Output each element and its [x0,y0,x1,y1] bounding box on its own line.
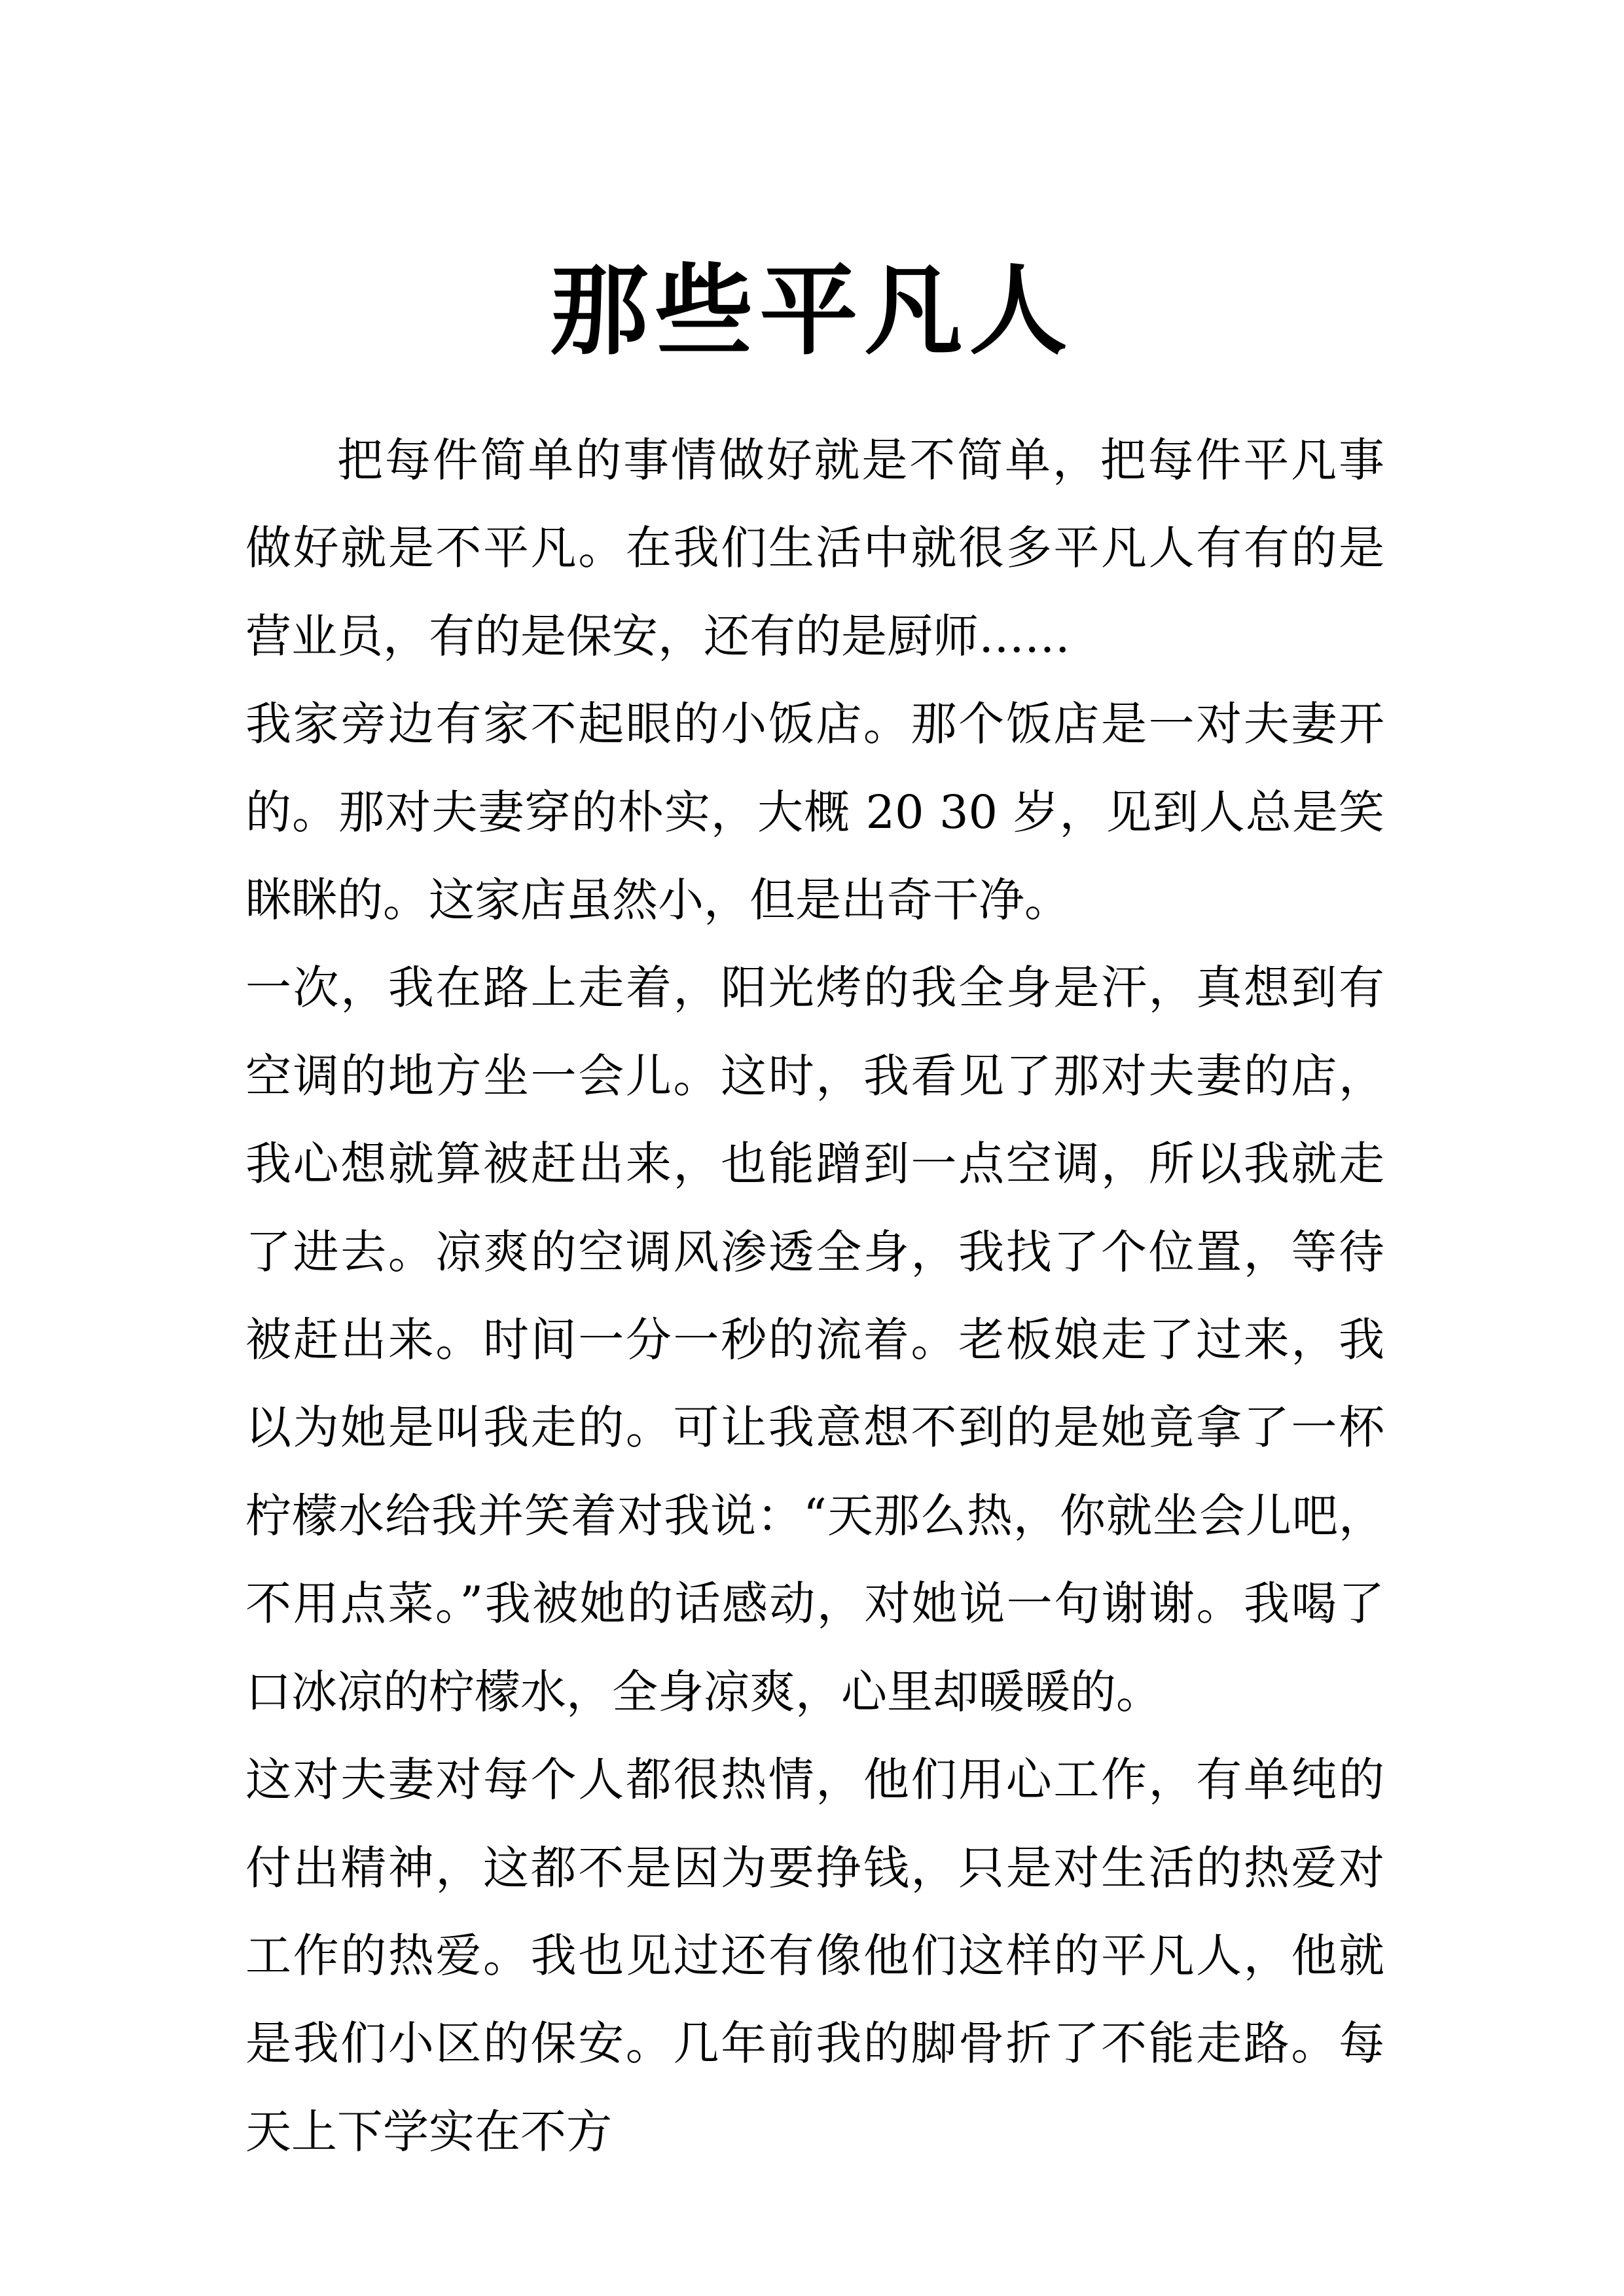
document-title: 那些平凡人 [550,253,1074,368]
paragraph-story: 一次，我在路上走着，阳光烤的我全身是汗，真想到有空调的地方坐一会儿。这时，我看见了那对夫妻的店，我心想就算被赶出来，也能蹭到一点空调，所以我就走了进去。凉爽的空调风渗透全身，我找了个位置，等待被赶出来。时间一分一秒的流着。老板娘走了过来，我以为她是叫我走的。可让我意想不到的是她竟拿了一杯柠檬水给我并笑着对我说：“天那么热，你就坐会儿吧，不用点菜。”我被她的话感动，对她说一句谢谢。我喝了口冰凉的柠檬水，全身凉爽，心里却暖暖的。 [245,961,1384,1719]
paragraph-reflection: 这对夫妻对每个人都很热情，他们用心工作，有单纯的付出精神，这都不是因为要挣钱，只是对生活的热爱对工作的热爱。我也见过还有像他们这样的平凡人，他就是我们小区的保安。几年前我的脚骨折了不能走路。每天上下学实在不方 [245,1753,1384,2159]
document-body [245,416,1384,2176]
paragraph-restaurant: 我家旁边有家不起眼的小饭店。那个饭店是一对夫妻开的。那对夫妻穿的朴实，大概 20 30 岁，见到人总是笑眯眯的。这家店虽然小，但是出奇干净。 [245,697,1384,927]
paragraph-intro: 把每件简单的事情做好就是不简单，把每件平凡事做好就是不平凡。在我们生活中就很多平凡人有有的是营业员，有的是保安，还有的是厨师…… [245,433,1384,663]
